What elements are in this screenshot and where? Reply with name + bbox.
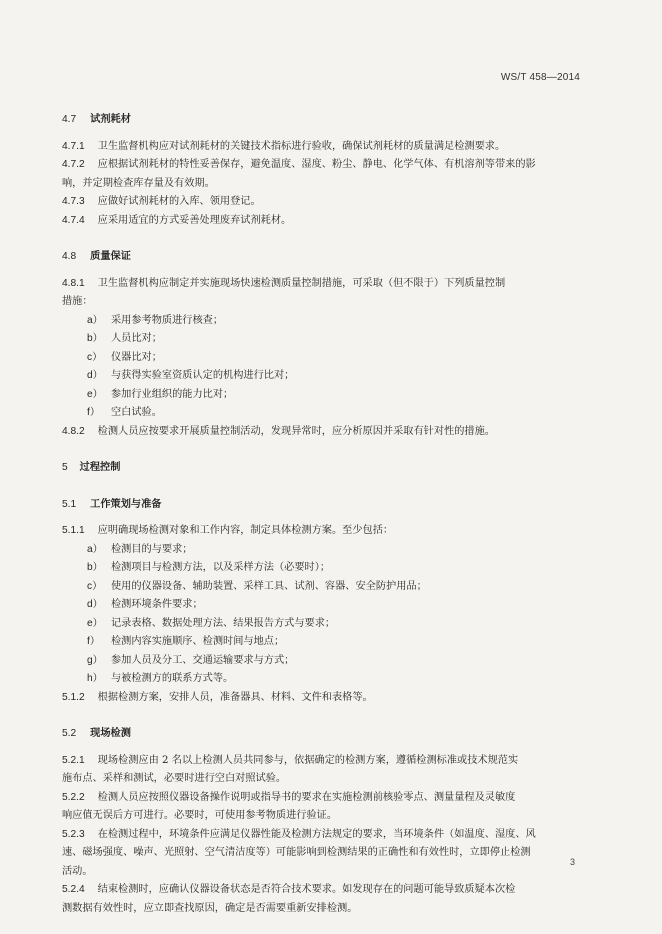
heading-5: [62, 458, 600, 478]
list-text: 参加行业组织的能力比对；: [111, 388, 234, 400]
heading-number: 5.1: [62, 498, 77, 510]
clause-5-1-1: [62, 522, 600, 541]
clause-number: 5.2.2: [62, 791, 85, 803]
clause-number: 5.1.1: [62, 525, 85, 536]
list-label: g）: [87, 654, 103, 666]
list-text: 检测内容实施顺序、检测时间与地点；: [111, 636, 285, 647]
list-item: [62, 670, 600, 689]
clause-text: 现场检测应由 2 名以上检测人员共同参与，依据确定的检测方案，遵循检测标准或技术规范实: [97, 754, 519, 766]
list-label: d）: [87, 370, 103, 381]
heading-title: 过程控制: [79, 461, 121, 473]
clause-4-7-4: [62, 212, 600, 231]
list-text: 参加人员及分工、交通运输要求与方式；: [111, 654, 295, 666]
page-number: 3: [570, 857, 576, 867]
standard-code: WS/T 458—2014: [500, 72, 580, 83]
list-item: [62, 386, 600, 405]
clause-5-2-3-cont2: 活动。: [62, 865, 93, 877]
clause-4-7-2: [62, 156, 600, 175]
list-item: [62, 596, 600, 615]
heading-title: 质量保证: [90, 250, 131, 262]
list-label: c）: [87, 580, 103, 592]
list-text: 记录表格、数据处理方法、结果报告方式与要求；: [111, 617, 336, 629]
clause-text: 根据检测方案，安排人员，准备器具、材料、文件和表格等。: [97, 691, 373, 703]
heading-number: 5.2: [62, 728, 77, 739]
clause-4-7-1: [62, 138, 600, 157]
clause-number: 4.7.2: [62, 159, 85, 170]
clause-number: 5.1.2: [62, 691, 85, 703]
clause-text: 应明确现场检测对象和工作内容，制定具体检测方案。至少包括：: [97, 525, 394, 536]
clause-number: 4.7.3: [62, 196, 85, 207]
list-label: a）: [87, 543, 103, 555]
clause-number: 5.2.4: [62, 884, 85, 895]
heading-title: 工作策划与准备: [90, 497, 162, 510]
list-text: 采用参考物质进行核查；: [111, 314, 224, 326]
list-label: d）: [87, 599, 103, 610]
clause-number: 4.8.1: [62, 277, 85, 289]
heading-5-1: [62, 495, 600, 515]
clause-5-2-3-cont: 速、磁场强度、噪声、光照射、空气清洁度等）可能影响到检测结果的正确性和有效性时，立即停止检测: [62, 847, 531, 858]
heading-4-8: [62, 247, 600, 267]
clause-4-8-2: [62, 423, 600, 442]
list-label: b）: [87, 562, 103, 573]
clause-4-8-1: [62, 275, 600, 294]
clause-text: 结束检测时，应确认仪器设备状态是否符合技术要求。如发现存在的问题可能导致质疑本次检: [97, 884, 516, 895]
clause-5-2-4: [62, 881, 600, 900]
clause-text: 卫生监督机构应对试剂耗材的关键技术指标进行验收，确保试剂耗材的质量满足检测要求。: [97, 140, 506, 152]
clause-text: 应根据试剂耗材的特性妥善保存，避免温度、湿度、粉尘、静电、化学气体、有机溶剂等带来的影: [97, 159, 536, 170]
list-text: 检测目的与要求；: [111, 543, 193, 555]
heading-number: 5: [62, 462, 68, 473]
clause-4-7-2-cont: 响，并定期检查库存量及有效期。: [62, 177, 215, 189]
list-label: b）: [87, 333, 103, 344]
clause-number: 5.2.3: [62, 828, 85, 840]
list-item: [62, 541, 600, 560]
list-label: e）: [87, 617, 103, 629]
list-item: [62, 330, 600, 349]
list-text: 检测环境条件要求；: [111, 599, 203, 610]
list-label: a）: [87, 314, 103, 326]
list-text: 与获得实验室资质认定的机构进行比对；: [111, 370, 295, 381]
heading-4-7: [62, 110, 600, 130]
clause-4-8-1-cont: 措施：: [62, 296, 93, 307]
list-item: [62, 312, 600, 331]
list-item: [62, 633, 600, 652]
clause-5-2-3: [62, 826, 600, 845]
clause-5-2-2: [62, 789, 600, 808]
list-label: h）: [87, 673, 103, 684]
list-text: 使用的仪器设备、辅助装置、采样工具、试剂、容器、安全防护用品；: [111, 580, 427, 592]
clause-number: 4.8.2: [62, 425, 85, 437]
heading-number: 4.7: [62, 114, 77, 125]
list-item: [62, 615, 600, 634]
list-item: [62, 404, 600, 423]
list-item: [62, 367, 600, 386]
list-text: 仪器比对；: [111, 351, 162, 363]
clause-number: 4.7.1: [62, 140, 85, 152]
heading-5-2: [62, 724, 600, 744]
list-text: 与被检测方的联系方式等。: [111, 673, 234, 684]
heading-number: 4.8: [62, 251, 77, 262]
heading-title: 试剂耗材: [90, 113, 131, 125]
list-text: 空白试验。: [111, 407, 162, 418]
list-item: [62, 349, 600, 368]
list-text: 检测项目与检测方法，以及采样方法（必要时）；: [111, 562, 331, 573]
clause-5-2-2-cont: 响应值无误后方可进行。必要时，可使用参考物质进行验证。: [62, 810, 338, 821]
clause-5-2-4-cont: 测数据有效性时，应立即查找原因，确定是否需要重新安排检测。: [62, 902, 358, 914]
list-text: 人员比对；: [111, 333, 162, 344]
heading-title: 现场检测: [90, 727, 131, 739]
clause-5-2-1-cont: 施布点、采样和测试，必要时进行空白对照试验。: [62, 773, 287, 784]
clause-number: 5.2.1: [62, 754, 85, 766]
clause-text: 在检测过程中，环境条件应满足仪器性能及检测方法规定的要求，当环境条件（如温度、湿度、风: [97, 828, 536, 840]
clause-4-7-3: [62, 193, 600, 212]
clause-5-2-1: [62, 752, 600, 771]
list-label: f）: [87, 636, 101, 647]
clause-text: 应做好试剂耗材的入库、领用登记。: [97, 196, 261, 207]
list-label: e）: [87, 388, 103, 400]
list-5-1-1: [62, 541, 600, 689]
list-item: [62, 652, 600, 671]
clause-number: 4.7.4: [62, 214, 85, 226]
list-label: c）: [87, 351, 103, 363]
list-item: [62, 578, 600, 597]
list-4-8-1: [62, 312, 600, 423]
clause-text: 检测人员应按照仪器设备操作说明或指导书的要求在实施检测前核验零点、测量量程及灵敏度: [97, 791, 516, 803]
clause-text: 应采用适宜的方式妥善处理废弃试剂耗材。: [97, 214, 292, 226]
list-item: [62, 559, 600, 578]
page-content: [62, 110, 600, 918]
clause-5-1-2: [62, 689, 600, 708]
clause-text: 卫生监督机构应制定并实施现场快速检测质量控制措施，可采取（但不限于）下列质量控制: [97, 277, 506, 289]
list-label: f）: [87, 407, 101, 418]
clause-text: 检测人员应按要求开展质量控制活动，发现异常时，应分析原因并采取有针对性的措施。: [97, 425, 495, 437]
